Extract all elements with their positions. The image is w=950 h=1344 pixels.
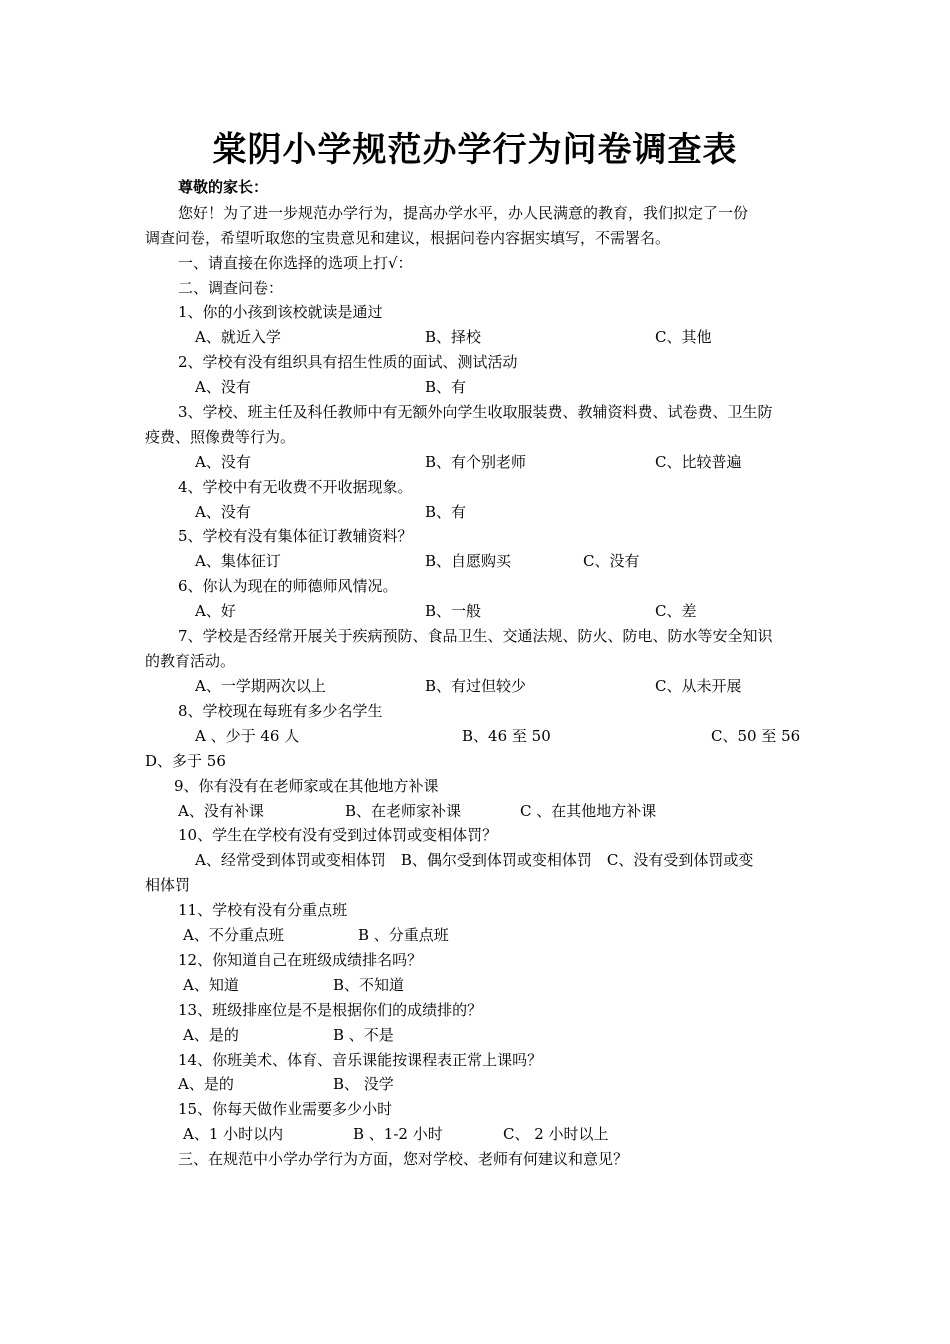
q7-option-b[interactable]: B、有过但较少 <box>425 677 527 695</box>
q14-option-a[interactable]: A、是的 <box>178 1075 234 1093</box>
question-8: 8、学校现在每班有多少名学生 <box>178 702 383 720</box>
question-9: 9、你有没有在老师家或在其他地方补课 <box>174 777 439 795</box>
q9-option-c[interactable]: C 、在其他地方补课 <box>520 802 657 820</box>
question-3-line-2: 疫费、照像费等行为。 <box>145 428 296 446</box>
q13-option-b[interactable]: B 、不是 <box>333 1026 394 1044</box>
question-10: 10、学生在学校有没有受到过体罚或变相体罚？ <box>178 826 498 844</box>
q10-options-line-1[interactable]: A、经常受到体罚或变相体罚 B、偶尔受到体罚或变相体罚 C、没有受到体罚或变 <box>195 851 754 869</box>
q5-option-b[interactable]: B、自愿购买 <box>425 552 512 570</box>
q2-option-b[interactable]: B、有 <box>425 378 467 396</box>
q8-option-a[interactable]: A 、少于 46 人 <box>195 727 300 745</box>
document-title: 棠阴小学规范办学行为问卷调查表 <box>212 130 738 170</box>
question-5: 5、学校有没有集体征订教辅资料？ <box>178 527 413 545</box>
q9-option-b[interactable]: B、在老师家补课 <box>345 802 462 820</box>
q2-option-a[interactable]: A、没有 <box>195 378 251 396</box>
q15-option-c[interactable]: C、 2 小时以上 <box>503 1125 609 1143</box>
q12-option-a[interactable]: A、知道 <box>183 976 239 994</box>
q14-option-b[interactable]: B、 没学 <box>333 1075 394 1093</box>
q6-option-c[interactable]: C、差 <box>655 602 697 620</box>
question-7-line-1: 7、学校是否经常开展关于疾病预防、食品卫生、交通法规、防火、防电、防水等安全知识 <box>178 627 773 645</box>
question-12: 12、你知道自己在班级成绩排名吗？ <box>178 951 423 969</box>
q8-option-d[interactable]: D、多于 56 <box>145 752 226 770</box>
q9-option-a[interactable]: A、没有补课 <box>178 802 264 820</box>
q1-option-b[interactable]: B、择校 <box>425 328 482 346</box>
question-2: 2、学校有没有组织具有招生性质的面试、测试活动 <box>178 353 518 371</box>
question-11: 11、学校有没有分重点班 <box>178 901 348 919</box>
q12-option-b[interactable]: B、不知道 <box>333 976 405 994</box>
question-13: 13、班级排座位是不是根据你们的成绩排的？ <box>178 1001 483 1019</box>
q4-option-b[interactable]: B、有 <box>425 503 467 521</box>
question-15: 15、你每天做作业需要多少小时 <box>178 1100 393 1118</box>
q11-option-b[interactable]: B 、分重点班 <box>358 926 449 944</box>
question-1: 1、你的小孩到该校就读是通过 <box>178 303 383 321</box>
q8-option-c[interactable]: C、50 至 56 <box>711 727 801 745</box>
q7-option-a[interactable]: A、一学期两次以上 <box>195 677 326 695</box>
q3-option-b[interactable]: B、有个别老师 <box>425 453 527 471</box>
question-4: 4、学校中有无收费不开收据现象。 <box>178 478 413 496</box>
q15-option-a[interactable]: A、1 小时以内 <box>183 1125 284 1143</box>
q6-option-b[interactable]: B、一般 <box>425 602 482 620</box>
q10-options-line-2[interactable]: 相体罚 <box>145 876 191 894</box>
q4-option-a[interactable]: A、没有 <box>195 503 251 521</box>
question-6: 6、你认为现在的师德师风情况。 <box>178 577 398 595</box>
q7-option-c[interactable]: C、从未开展 <box>655 677 742 695</box>
q8-option-b[interactable]: B、46 至 50 <box>462 727 551 745</box>
section-1-heading: 一、请直接在你选择的选项上打√： <box>178 254 413 272</box>
section-3-heading: 三、在规范中小学办学行为方面，您对学校、老师有何建议和意见？ <box>178 1150 629 1168</box>
q3-option-c[interactable]: C、比较普遍 <box>655 453 742 471</box>
intro-line-1: 您好！为了进一步规范办学行为，提高办学水平，办人民满意的教育，我们拟定了一份 <box>178 204 749 222</box>
q1-option-a[interactable]: A、就近入学 <box>195 328 281 346</box>
section-2-heading: 二、调查问卷： <box>178 279 284 297</box>
question-14: 14、你班美术、体育、音乐课能按课程表正常上课吗？ <box>178 1051 543 1069</box>
q3-option-a[interactable]: A、没有 <box>195 453 251 471</box>
salutation: 尊敬的家长： <box>178 178 269 196</box>
question-3-line-1: 3、学校、班主任及科任教师中有无额外向学生收取服装费、教辅资料费、试卷费、卫生防 <box>178 403 773 421</box>
question-7-line-2: 的教育活动。 <box>145 652 236 670</box>
intro-line-2: 调查问卷，希望听取您的宝贵意见和建议，根据问卷内容据实填写，不需署名。 <box>145 229 671 247</box>
q6-option-a[interactable]: A、好 <box>195 602 236 620</box>
q15-option-b[interactable]: B 、1-2 小时 <box>353 1125 443 1143</box>
q5-option-a[interactable]: A、集体征订 <box>195 552 281 570</box>
q1-option-c[interactable]: C、其他 <box>655 328 712 346</box>
q5-option-c[interactable]: C、没有 <box>583 552 640 570</box>
q13-option-a[interactable]: A、是的 <box>183 1026 239 1044</box>
q11-option-a[interactable]: A、不分重点班 <box>183 926 284 944</box>
